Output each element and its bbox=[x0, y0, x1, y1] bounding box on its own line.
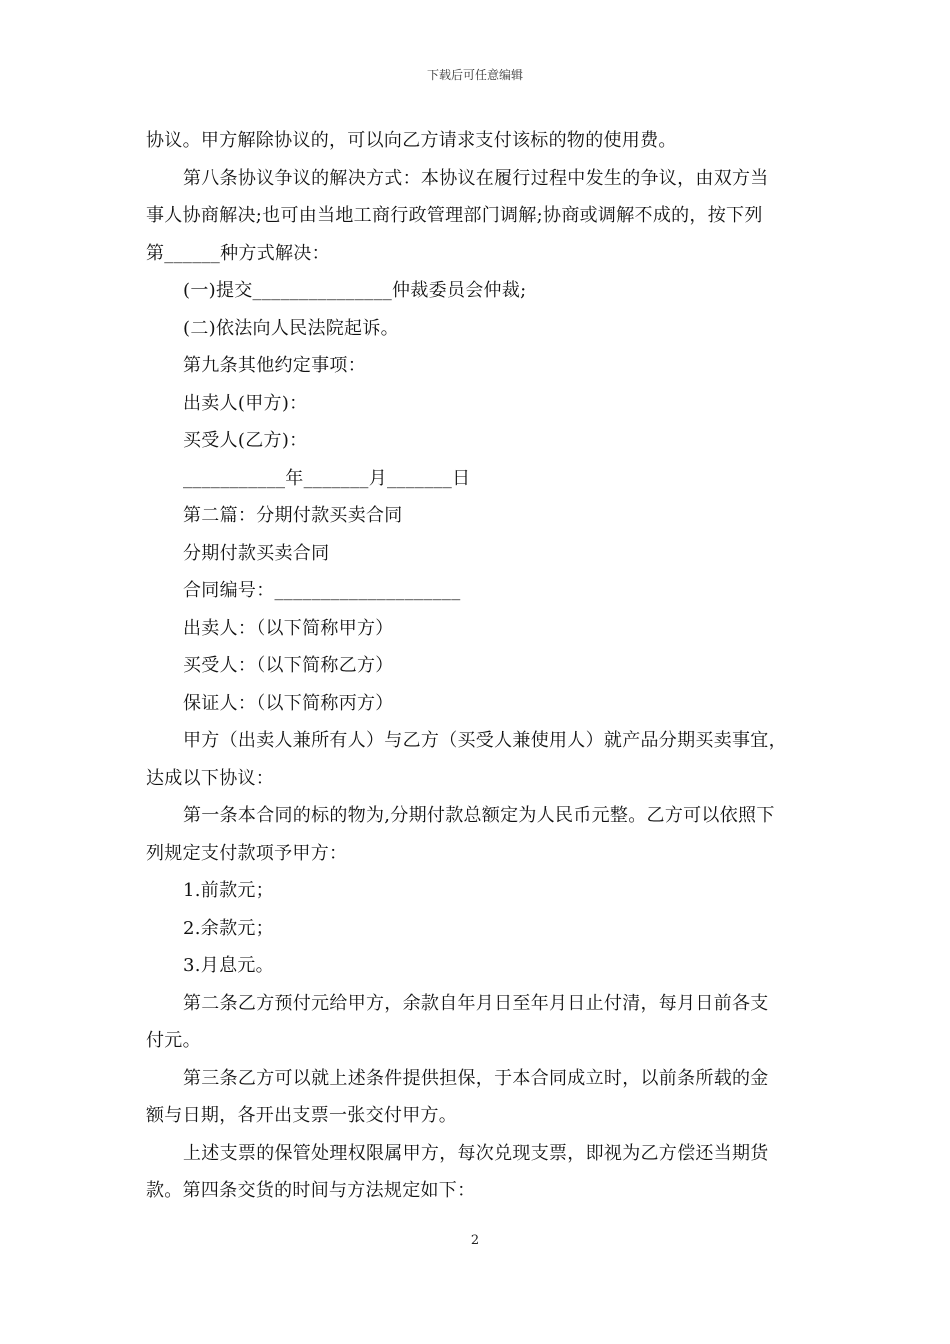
paragraph-line: 买受人：（以下简称乙方） bbox=[183, 655, 394, 676]
paragraph-line: 达成以下协议： bbox=[146, 767, 275, 789]
paragraph-line: 上述支票的保管处理权限属甲方，每次兑现支票，即视为乙方偿还当期货 bbox=[183, 1142, 769, 1164]
list-item: 2.余款元； bbox=[183, 917, 274, 939]
paragraph-line: 第八条协议争议的解决方式：本协议在履行过程中发生的争议，由双方当 bbox=[183, 167, 769, 189]
paragraph-line: 款。第四条交货的时间与方法规定如下： bbox=[146, 1180, 476, 1201]
list-item: 3.月息元。 bbox=[183, 955, 274, 976]
paragraph-line: (二)依法向人民法院起诉。 bbox=[183, 317, 399, 339]
paragraph-line: 第九条其他约定事项： bbox=[183, 355, 366, 376]
paragraph-line: 第三条乙方可以就上述条件提供担保，于本合同成立时，以前条所载的金 bbox=[183, 1067, 769, 1089]
page-number: 2 bbox=[470, 1233, 480, 1248]
page-header: 下载后可任意编辑 bbox=[426, 68, 523, 82]
date-line: ___________年_______月_______日 bbox=[183, 467, 471, 489]
document-body bbox=[146, 122, 806, 1210]
paragraph-line: (一)提交_______________仲裁委员会仲裁; bbox=[183, 280, 527, 301]
paragraph-line: 第______种方式解决： bbox=[146, 242, 330, 264]
paragraph-line: 事人协商解决;也可由当地工商行政管理部门调解;协商或调解不成的，按下列 bbox=[146, 205, 763, 226]
paragraph-line: 第二条乙方预付元给甲方，余款自年月日至年月日止付清，每月日前各支 bbox=[183, 992, 769, 1014]
section-title: 第二篇：分期付款买卖合同 bbox=[183, 505, 403, 526]
paragraph-line: 买受人(乙方)： bbox=[183, 430, 308, 451]
paragraph-line: 第一条本合同的标的物为,分期付款总额定为人民币元整。乙方可以依照下 bbox=[183, 805, 775, 826]
paragraph-line: 额与日期，各开出支票一张交付甲方。 bbox=[146, 1105, 458, 1126]
paragraph-line: 甲方（出卖人兼所有人）与乙方（买受人兼使用人）就产品分期买卖事宜， bbox=[183, 730, 787, 751]
paragraph-line: 出卖人：（以下简称甲方） bbox=[183, 617, 394, 639]
paragraph-line: 协议。甲方解除协议的，可以向乙方请求支付该标的物的使用费。 bbox=[146, 130, 677, 151]
paragraph-line: 付元。 bbox=[146, 1030, 201, 1051]
contract-number: 合同编号：____________________ bbox=[183, 580, 461, 601]
paragraph-line: 列规定支付款项予甲方： bbox=[146, 842, 348, 864]
paragraph-line: 保证人：（以下简称丙方） bbox=[183, 692, 394, 714]
paragraph-line: 出卖人(甲方)： bbox=[183, 392, 308, 414]
contract-title: 分期付款买卖合同 bbox=[183, 542, 330, 564]
list-item: 1.前款元； bbox=[183, 880, 274, 901]
